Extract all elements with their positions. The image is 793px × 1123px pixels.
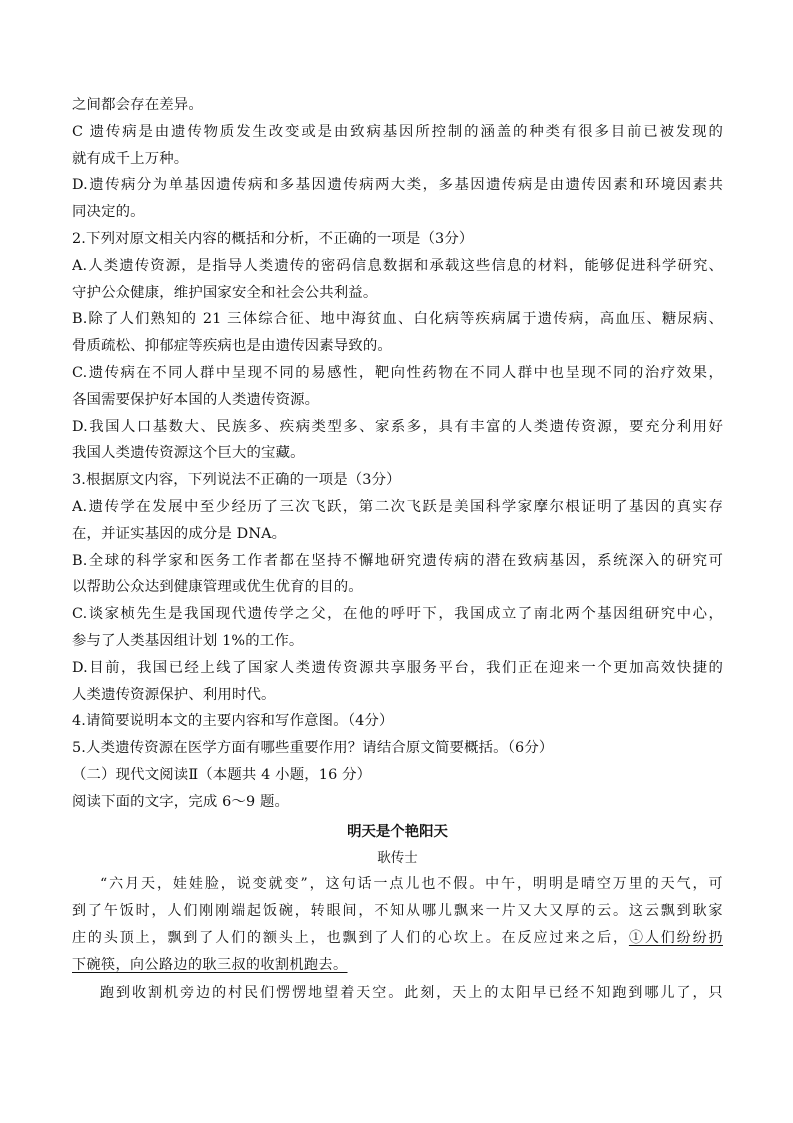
story-text: 庄的头顶上，飘到了人们的额头上，也飘到了人们的心坎上。在反应过来之后， [72, 930, 629, 947]
question-2: 2.下列对原文相关内容的概括和分析，不正确的一项是（3分） [72, 230, 474, 247]
q3-option-d: D.目前，我国已经上线了国家人类遗传资源共享服务平台，我们正在迎来一个更加高效快捷的 [72, 659, 723, 676]
story-line [72, 925, 723, 952]
q3-option-b: B.全球的科学家和医务工作者都在坚持不懈地研究遗传病的潜在致病基因，系统深入的研究可 [72, 552, 723, 569]
text-line: 参与了人类基因组计划 1%的工作。 [72, 632, 304, 649]
text-line: 人类遗传资源保护、利用时代。 [72, 686, 276, 703]
story-line: 到了午饭时，人们刚刚端起饭碗，转眼间，不知从哪儿飘来一片又大又厚的云。这云飘到耿家 [72, 902, 723, 919]
story-line: 跑到收割机旁边的村民们愣愣地望着天空。此刻，天上的太阳早已经不知跑到哪儿了，只 [100, 984, 723, 1001]
q2-option-a: A.人类遗传资源，是指导人类遗传的密码信息数据和承载这些信息的材料，能够促进科学研究、 [72, 257, 723, 274]
text-line: 骨质疏松、抑郁症等疾病也是由遗传因素导致的。 [72, 338, 392, 355]
question-3: 3.根据原文内容，下列说法不正确的一项是（3分） [72, 472, 401, 489]
question-section [72, 92, 723, 816]
q2-option-c: C.遗传病在不同人群中呈现不同的易感性，靶向性药物在不同人群中也呈现不同的治疗效果， [72, 364, 723, 381]
story-line: “六月天，娃娃脸，说变就变”，这句话一点儿也不假。中午，明明是晴空万里的天气，可 [100, 875, 723, 892]
text-line: 在，并证实基因的成分是 DNA。 [72, 525, 287, 542]
q3-option-c: C.谈家桢先生是我国现代遗传学之父，在他的呼吁下，我国成立了南北两个基因组研究中心， [72, 606, 723, 623]
underlined-sentence-1-cont: 下碗筷，向公路边的耿三叔的收割机跑去。 [72, 957, 348, 974]
story-title: 明天是个艳阳天 [347, 822, 448, 840]
text-line: 同决定的。 [72, 204, 145, 221]
text-line: 以帮助公众达到健康管理或优生优育的目的。 [72, 579, 363, 596]
q2-option-d: D.我国人口基数大、民族多、疾病类型多、家系多，具有丰富的人类遗传资源，要充分利用好 [72, 418, 723, 435]
reading-instruction: 阅读下面的文字，完成 6～9 题。 [72, 793, 290, 810]
text-line: 各国需要保护好本国的人类遗传资源。 [72, 391, 320, 408]
option-c-line: C 遗传病是由遗传物质发生改变或是由致病基因所控制的涵盖的种类有很多目前已被发现的 [72, 123, 723, 140]
text-line: 就有成千上万种。 [72, 150, 189, 167]
question-4: 4.请简要说明本文的主要内容和写作意图。（4分） [72, 713, 394, 730]
q2-option-b: B.除了人们熟知的 21 三体综合征、地中海贫血、白化病等疾病属于遗传病，高血压、糖尿病、 [72, 311, 723, 328]
option-d-line: D.遗传病分为单基因遗传病和多基因遗传病两大类，多基因遗传病是由遗传因素和环境因素共 [72, 177, 723, 194]
story-line [72, 952, 723, 979]
question-5: 5.人类遗传资源在医学方面有哪些重要作用？请结合原文简要概括。（6分） [72, 740, 554, 757]
text-line: 守护公众健康，维护国家安全和社会公共利益。 [72, 284, 378, 301]
underlined-sentence-1: ①人们纷纷扔 [628, 930, 723, 947]
story-author: 耿传士 [377, 849, 418, 866]
text-line: 我国人类遗传资源这个巨大的宝藏。 [72, 445, 305, 462]
q3-option-a: A.遗传学在发展中至少经历了三次飞跃，第二次飞跃是美国科学家摩尔根证明了基因的真实存 [72, 498, 723, 515]
story-section [72, 818, 723, 1007]
section-heading: （二）现代文阅读Ⅱ（本题共 4 小题，16 分） [72, 766, 372, 783]
text-line: 之间都会存在差异。 [72, 97, 203, 113]
